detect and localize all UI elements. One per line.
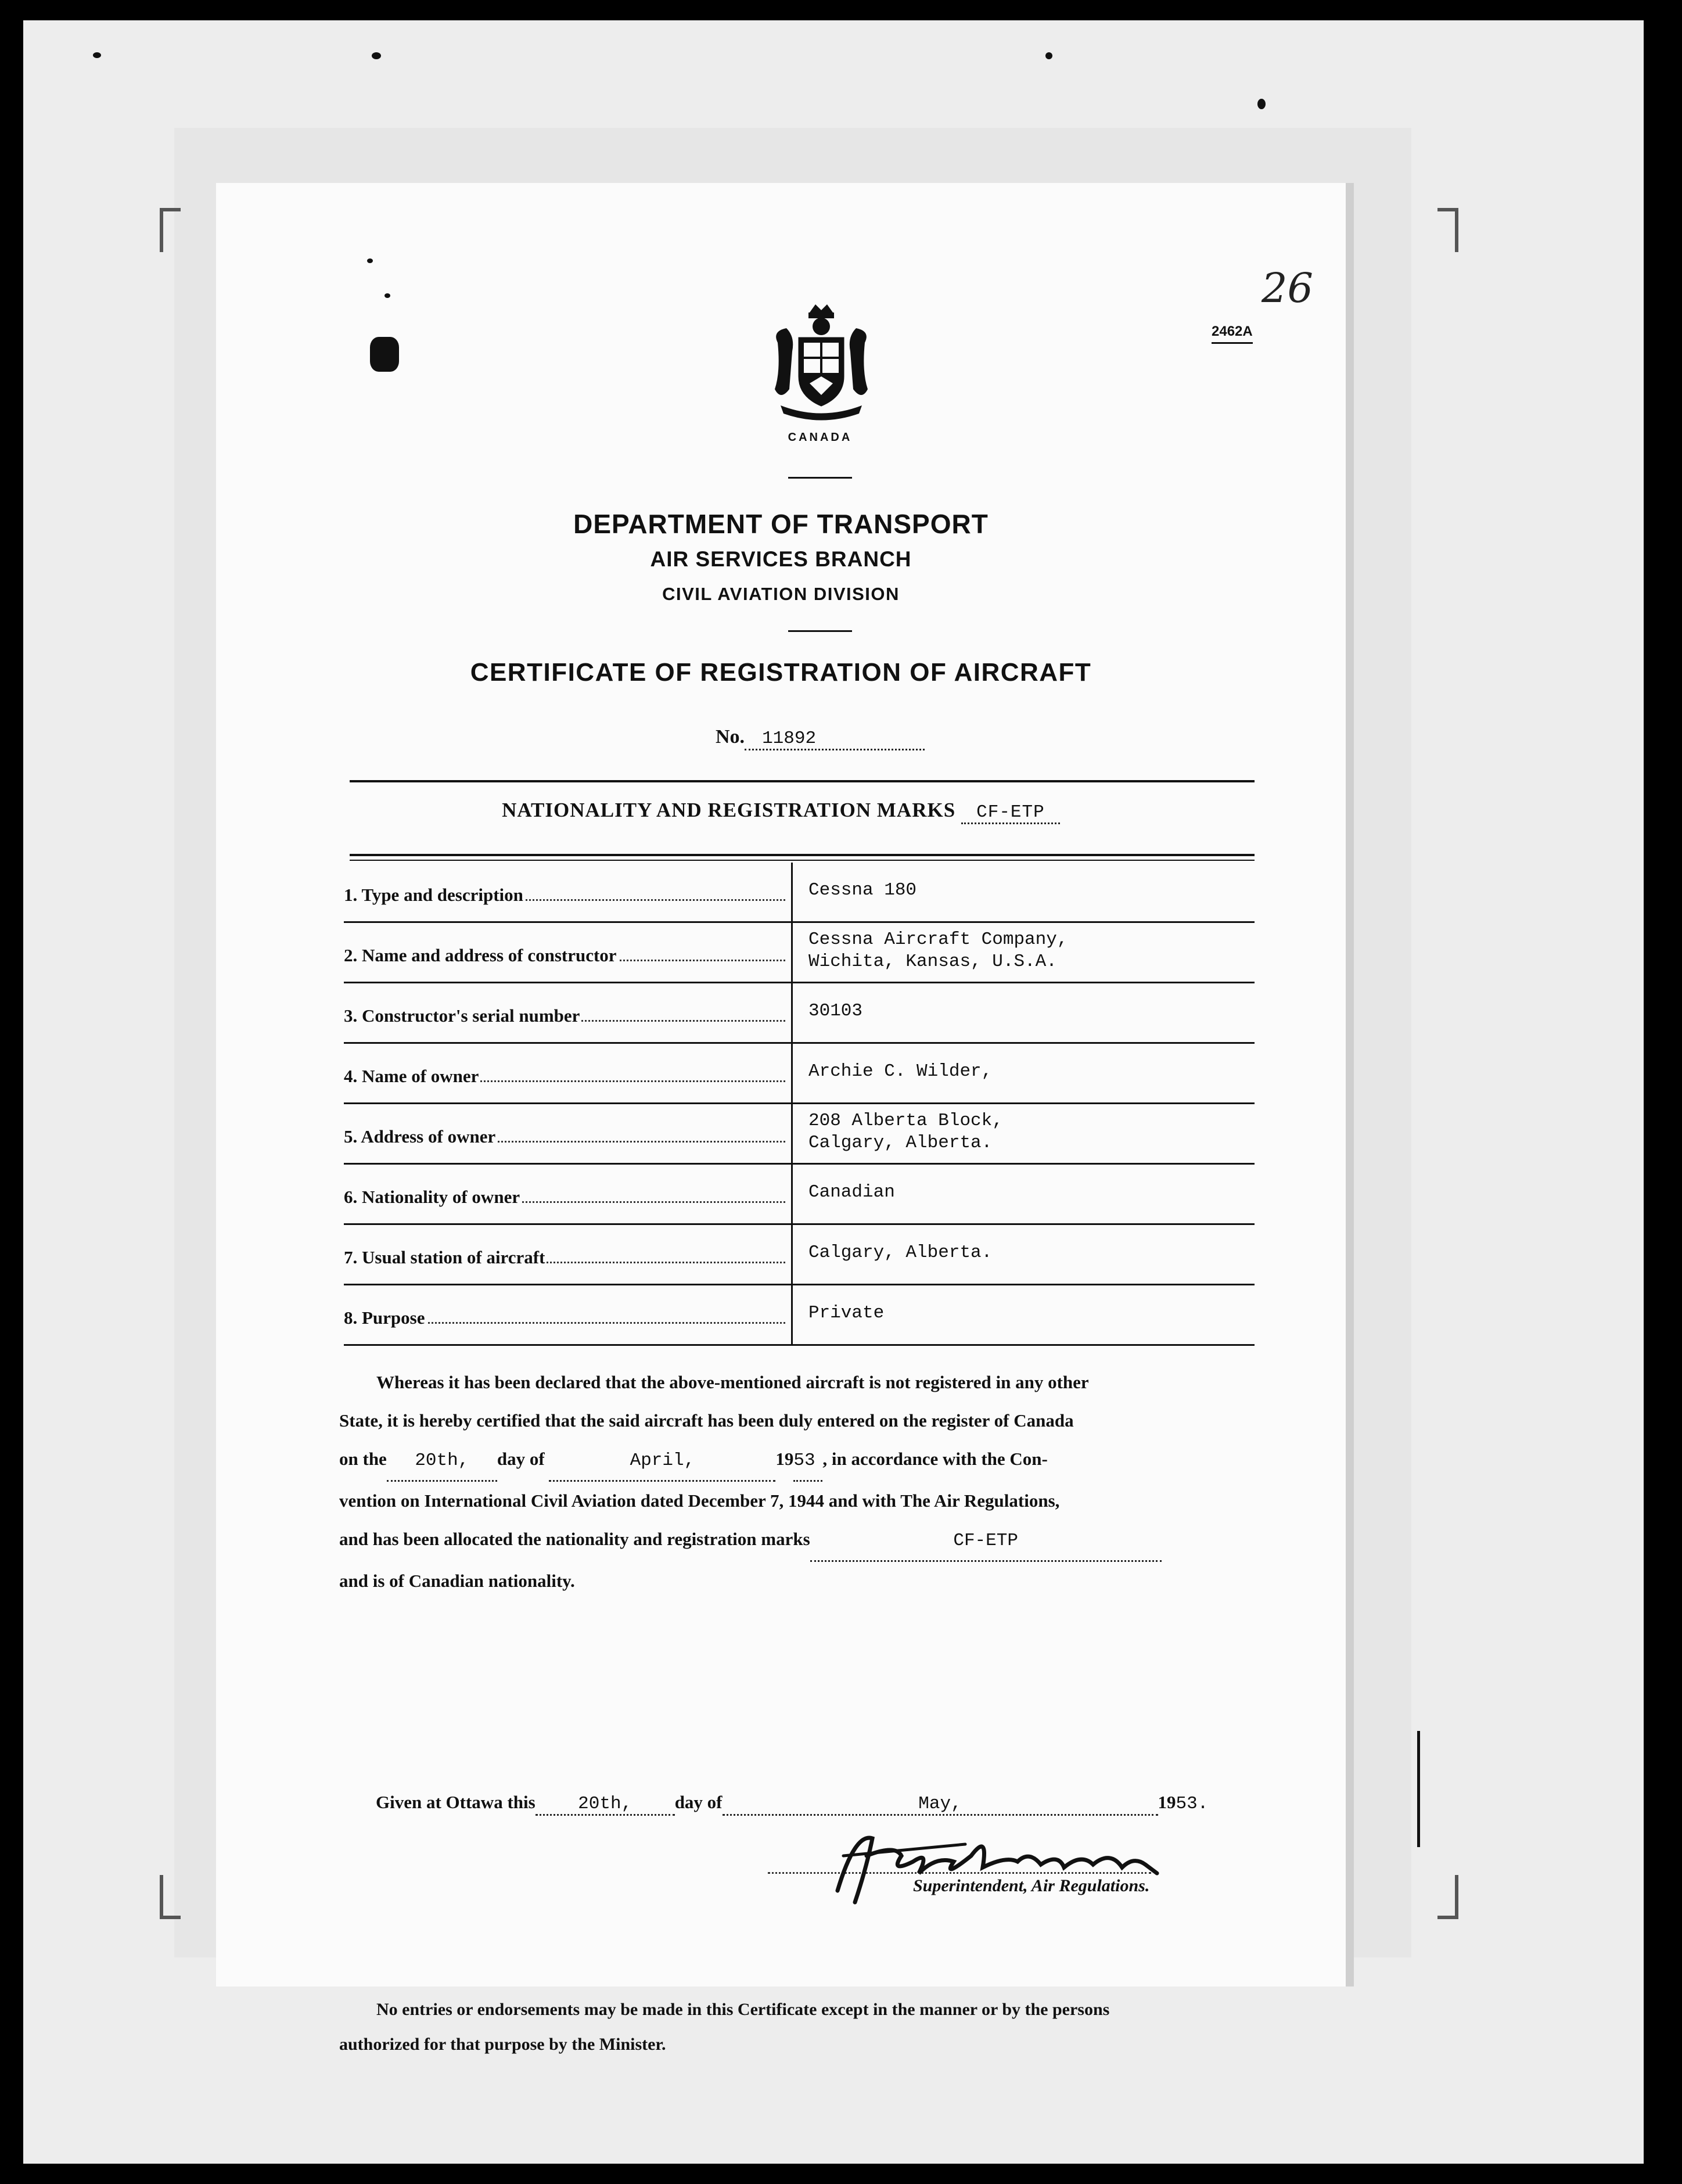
scan-speck (370, 337, 399, 372)
table-row (344, 1285, 1255, 1346)
row-label-text: 1. Type and description (344, 885, 523, 905)
certificate-title: CERTIFICATE OF REGISTRATION OF AIRCRAFT (470, 658, 1092, 687)
notice-line: authorized for that purpose by the Minister. (339, 2035, 666, 2054)
row-label (344, 1066, 785, 1087)
whereas-line-date (339, 1440, 1251, 1482)
row-label-text: 3. Constructor's serial number (344, 1005, 580, 1026)
column-divider (791, 1044, 793, 1104)
allocated-marks: CF-ETP (810, 1522, 1162, 1562)
department-heading: DEPARTMENT OF TRANSPORT (573, 509, 989, 539)
row-label-text: 4. Name of owner (344, 1066, 479, 1086)
column-divider (791, 1104, 793, 1165)
row-label (344, 1247, 785, 1268)
table-top-rule (350, 860, 1255, 861)
crop-mark-top-left (160, 208, 181, 252)
given-day: 20th, (535, 1794, 675, 1816)
column-divider (791, 1225, 793, 1285)
whereas-line: State, it is hereby certified that the said aircraft has been duly entered on the register of Canada (339, 1410, 1074, 1431)
given-text: day of (674, 1792, 723, 1812)
table-row (344, 1165, 1255, 1225)
column-divider (791, 863, 793, 923)
year-prefix: 19 (775, 1449, 794, 1469)
row-label-text: 8. Purpose (344, 1307, 425, 1328)
scan-artifact-line (1417, 1731, 1420, 1847)
scan-speck (372, 52, 381, 59)
scan-speck (1045, 52, 1052, 59)
row-value: Archie C. Wilder, (808, 1061, 993, 1082)
column-divider (791, 1285, 793, 1346)
signatory-title: Superintendent, Air Regulations. (913, 1876, 1150, 1895)
row-value: Canadian (808, 1182, 895, 1202)
whereas-line-marks (339, 1520, 1251, 1562)
certificate-number-value (745, 728, 925, 750)
notice-line: No entries or endorsements may be made in this Certificate except in the manner or by the persons (376, 2000, 1110, 2019)
certificate-number (716, 726, 925, 750)
row-label (344, 1126, 785, 1147)
whereas-text: on the (339, 1449, 387, 1469)
nationality-marks-label: NATIONALITY AND REGISTRATION MARKS (502, 799, 956, 821)
year-prefix: 19 (1158, 1792, 1176, 1812)
scan-speck (93, 52, 101, 58)
row-rule (344, 1344, 1255, 1346)
row-value: Calgary, Alberta. (808, 1242, 993, 1263)
certificate-number-label: No. (716, 726, 745, 748)
crop-mark-bottom-left (160, 1875, 181, 1919)
form-number: 2462A (1212, 324, 1253, 344)
scan-speck (1257, 99, 1266, 109)
whereas-paragraph (339, 1363, 1251, 1600)
whereas-line: and is of Canadian nationality. (339, 1571, 575, 1591)
table-row (344, 863, 1255, 923)
row-label-text: 2. Name and address of constructor (344, 945, 617, 965)
canada-coat-of-arms-icon (763, 302, 879, 427)
row-label-text: 6. Nationality of owner (344, 1187, 520, 1207)
handwritten-number: 26 (1262, 264, 1314, 312)
row-value: Private (808, 1303, 885, 1323)
whereas-text: , in accordance with the Con- (822, 1449, 1048, 1469)
scan-speck (367, 258, 373, 263)
registration-year: 53 (793, 1442, 822, 1482)
row-label (344, 1307, 785, 1328)
table-row (344, 923, 1255, 983)
certificate-sheet (216, 183, 1354, 2054)
whereas-text: day of (497, 1449, 545, 1469)
column-divider (791, 1165, 793, 1225)
nationality-marks-line (216, 799, 1346, 824)
divider (788, 477, 852, 479)
given-month: May, (723, 1794, 1158, 1816)
column-divider (791, 923, 793, 983)
row-value: 30103 (808, 1001, 863, 1021)
division-heading: CIVIL AVIATION DIVISION (662, 584, 900, 604)
registration-month: April, (549, 1442, 775, 1482)
given-at-line (376, 1792, 1208, 1816)
row-label (344, 1005, 785, 1026)
given-year: 53. (1176, 1794, 1209, 1814)
endorsement-notice (339, 1992, 1251, 2062)
certificate-number-text: 11892 (762, 728, 817, 749)
table-row (344, 983, 1255, 1044)
table-row (344, 1225, 1255, 1285)
crest-caption: CANADA (788, 431, 853, 444)
row-label (344, 885, 785, 906)
row-label-text: 5. Address of owner (344, 1126, 496, 1147)
table-top-rule (350, 854, 1255, 856)
crop-mark-bottom-right (1437, 1875, 1458, 1919)
branch-heading: AIR SERVICES BRANCH (650, 547, 912, 571)
column-divider (791, 983, 793, 1044)
registration-day: 20th, (387, 1442, 497, 1482)
nationality-marks-value: CF-ETP (961, 802, 1060, 824)
row-value: Cessna 180 (808, 880, 917, 900)
given-text: Given at Ottawa this (376, 1792, 535, 1812)
divider (350, 780, 1255, 782)
table-row (344, 1044, 1255, 1104)
table-row (344, 1104, 1255, 1165)
row-value: Cessna Aircraft Company, Wichita, Kansas, U.S.A. (808, 929, 1068, 972)
divider (788, 630, 852, 632)
row-label (344, 945, 785, 966)
row-label-text: 7. Usual station of aircraft (344, 1247, 545, 1267)
row-value: 208 Alberta Block, Calgary, Alberta. (808, 1111, 1003, 1153)
whereas-line: vention on International Civil Aviation dated December 7, 1944 and with The Air Regulations, (339, 1490, 1060, 1511)
whereas-text: and has been allocated the nationality and registration marks (339, 1529, 810, 1549)
row-label (344, 1187, 785, 1208)
scan-speck (384, 293, 390, 298)
whereas-line: Whereas it has been declared that the above-mentioned aircraft is not registered in any other (376, 1372, 1089, 1392)
crop-mark-top-right (1437, 208, 1458, 252)
